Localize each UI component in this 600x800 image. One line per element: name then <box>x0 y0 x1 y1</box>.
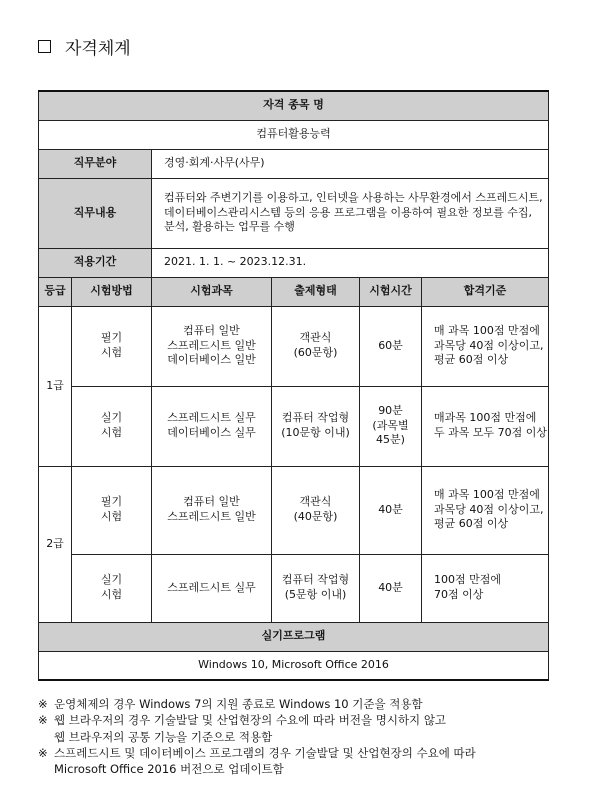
empty-checkbox-icon <box>38 40 51 53</box>
grade-1-written-time: 60분 <box>360 306 422 386</box>
col-header-subject: 시험과목 <box>152 277 272 306</box>
col-header-grade: 등급 <box>39 277 72 306</box>
period-value: 2021. 1. 1. ~ 2023.12.31. <box>152 248 549 277</box>
grade-2-practical-format: 컴퓨터 작업형 (5문항 이내) <box>272 554 360 622</box>
grade-1-written-subjects: 컴퓨터 일반 스프레드시트 일반 데이터베이스 일반 <box>152 306 272 386</box>
grade-1-practical-time: 90분 (과목별 45분) <box>360 386 422 466</box>
grade-1-written-criteria: 매 과목 100점 만점에 과목당 40점 이상이고, 평균 60점 이상 <box>422 306 549 386</box>
grade-1-practical-subjects: 스프레드시트 실무 데이터베이스 실무 <box>152 386 272 466</box>
grade-2-written-method: 필기 시험 <box>72 466 152 554</box>
cert-name: 컴퓨터활용능력 <box>39 120 549 149</box>
grade-1-practical-method: 실기 시험 <box>72 386 152 466</box>
grade-2-written-criteria: 매 과목 100점 만점에 과목당 40점 이상이고, 평균 60점 이상 <box>422 466 549 554</box>
job-content-label: 직무내용 <box>39 178 152 248</box>
col-header-criteria: 합격기준 <box>422 277 549 306</box>
grade-1-label: 1급 <box>39 306 72 466</box>
footnote <box>38 712 578 745</box>
grade-2-practical-time: 40분 <box>360 554 422 622</box>
footnotes <box>38 696 578 778</box>
note-text: 스프레드시트 및 데이터베이스 프로그램의 경우 기술발달 및 산업현장의 수요에 따라 Microsoft Office 2016 버전으로 업데이트함 <box>54 745 476 777</box>
note-text: 운영체제의 경우 Windows 7의 지원 종료로 Windows 10 기준을 적용함 <box>54 697 423 711</box>
note-text: 웹 브라우저의 경우 기술발달 및 산업현장의 수요에 따라 버전을 명시하지 않고 웹 브라우저의 공통 기능을 기준으로 적용함 <box>54 713 447 744</box>
grade-2-written-subjects: 컴퓨터 일반 스프레드시트 일반 <box>152 466 272 554</box>
section-title: 자격체계 <box>65 39 131 59</box>
col-header-method: 시험방법 <box>72 277 152 306</box>
grade-1-practical-format: 컴퓨터 작업형 (10문항 이내) <box>272 386 360 466</box>
grade-1-practical-criteria: 매과목 100점 만점에 두 과목 모두 70점 이상 <box>422 386 549 466</box>
col-header-format: 출제형태 <box>272 277 360 306</box>
grade-2-label: 2급 <box>39 466 72 622</box>
section-heading <box>38 34 131 59</box>
grade-2-practical-criteria: 100점 만점에 70점 이상 <box>422 554 549 622</box>
program-value: Windows 10, Microsoft Office 2016 <box>39 651 549 680</box>
note-marker: ※ <box>38 745 48 760</box>
job-field-value: 경영·회계·사무(사무) <box>152 149 549 178</box>
job-content-value: 컴퓨터와 주변기기를 이용하고, 인터넷을 사용하는 사무환경에서 스프레드시트, 데이터베이스관리시스템 등의 응용 프로그램을 이용하여 필요한 정보를 수집, 분석, 활용하는 업무를 수행 <box>152 178 549 248</box>
grade-2-practical-subjects: 스프레드시트 실무 <box>152 554 272 622</box>
grade-1-written-method: 필기 시험 <box>72 306 152 386</box>
grade-1-written-format: 객관식 (60문항) <box>272 306 360 386</box>
col-header-time: 시험시간 <box>360 277 422 306</box>
job-field-label: 직무분야 <box>39 149 152 178</box>
footnote <box>38 745 578 778</box>
grade-2-written-time: 40분 <box>360 466 422 554</box>
period-label: 적용기간 <box>39 248 152 277</box>
note-marker: ※ <box>38 713 48 728</box>
note-marker: ※ <box>38 697 48 711</box>
grade-2-practical-method: 실기 시험 <box>72 554 152 622</box>
program-header: 실기프로그램 <box>39 622 549 651</box>
cert-name-header: 자격 종목 명 <box>39 91 549 120</box>
footnote <box>38 696 578 712</box>
grade-2-written-format: 객관식 (40문항) <box>272 466 360 554</box>
qualification-table <box>38 90 549 681</box>
